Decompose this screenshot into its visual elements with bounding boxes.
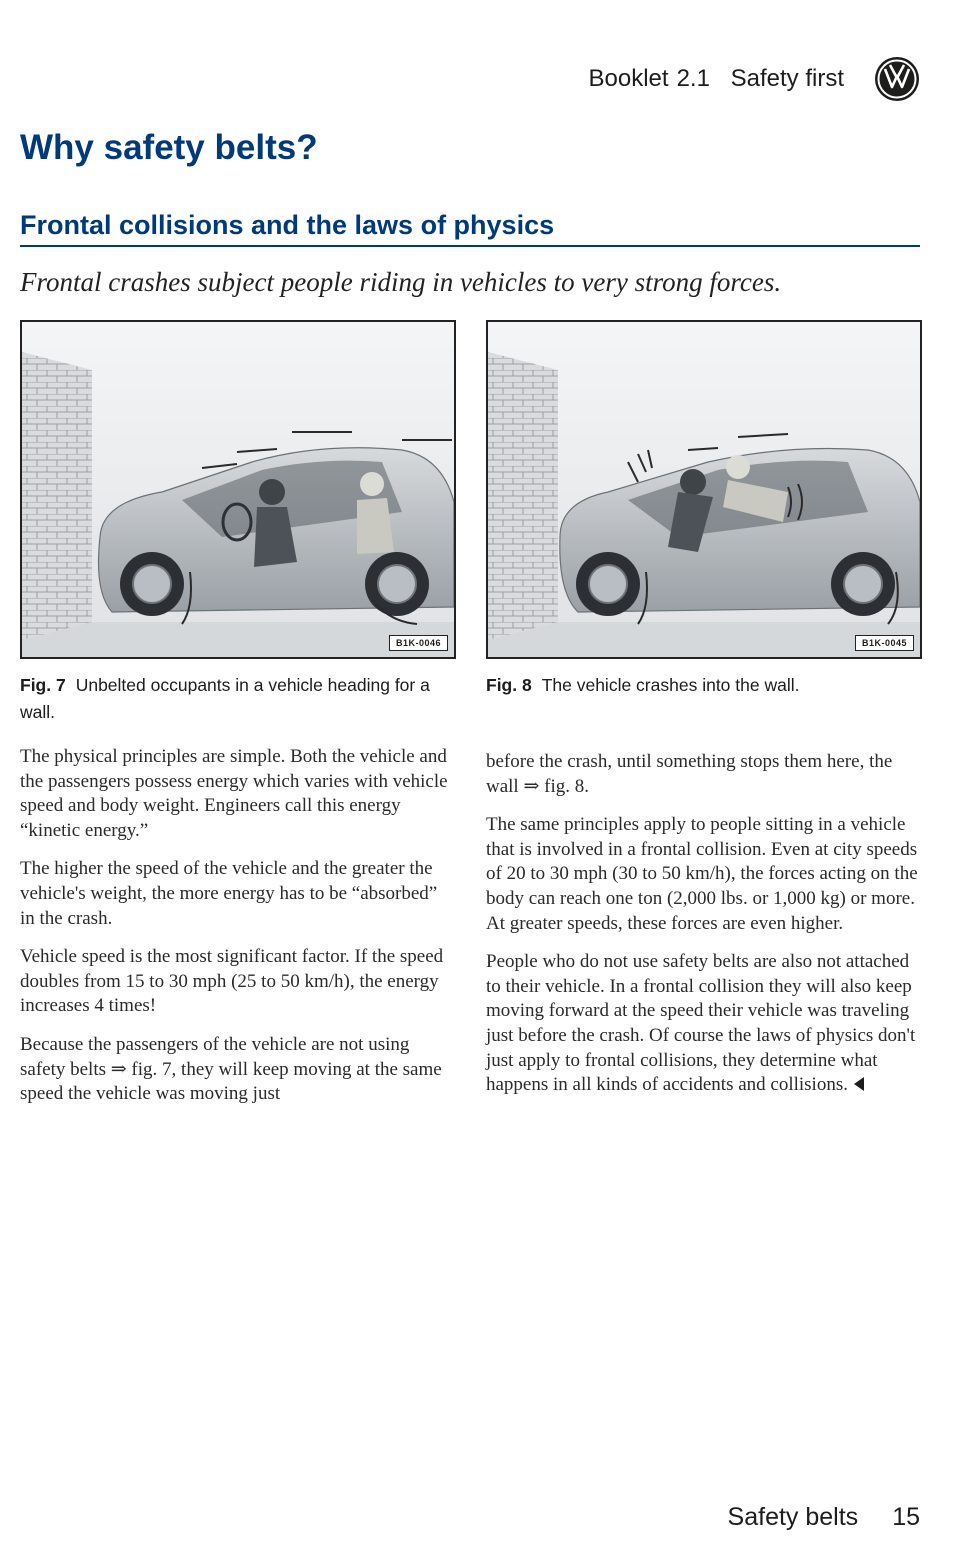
paragraph [486, 950, 918, 1098]
paragraph-text: Because the passengers of the vehicle are not using safety belts [20, 1033, 410, 1080]
figure-8-reference-link[interactable]: ⇒ fig. 8 [523, 775, 585, 797]
body-column-right [486, 750, 918, 1112]
booklet-label [589, 65, 852, 93]
paragraph-text: before the crash, until something stops them here, the wall [486, 751, 893, 797]
figure-7-illustration [22, 322, 454, 657]
paragraph-text: . [584, 775, 589, 797]
figure-code: B1K-0045 [855, 635, 914, 651]
figure-8-caption [486, 672, 918, 699]
caption-text: The vehicle crashes into the wall. [541, 675, 800, 695]
page-number: 15 [892, 1503, 920, 1531]
brick-wall [22, 352, 92, 640]
vw-logo-icon [874, 56, 920, 102]
paragraph [20, 1033, 452, 1107]
paragraph: The same principles apply to people sitting in a vehicle that is involved in a frontal collision. Even at city speeds of 20 to 30 mph (30 to 50 km/h), the forces acting on the body can reach one ton (2,000 lbs. or 1,000 kg) or more. At greater speeds, these forces are even higher. [486, 814, 918, 934]
body-column-left [20, 745, 452, 1121]
figure-label: Fig. 7 [20, 675, 66, 695]
booklet-word: Booklet [588, 65, 669, 92]
paragraph: Vehicle speed is the most significant factor. If the speed doubles from 15 to 30 mph (25 to 50 km/h), the energy increases 4 times! [20, 946, 444, 1017]
footer-section: Safety belts [727, 1503, 859, 1531]
figure-label: Fig. 8 [486, 675, 532, 695]
figure-8-image [486, 320, 922, 659]
lead-text: Frontal crashes subject people riding in vehicles to very strong forces. [20, 267, 782, 297]
booklet-number: 2.1 [676, 65, 710, 92]
section-subtitle: Frontal collisions and the laws of physics [20, 210, 555, 240]
page-title: Why safety belts? [20, 128, 318, 167]
figure-code: B1K-0046 [389, 635, 448, 651]
figure-7-image [20, 320, 456, 659]
end-of-section-icon [854, 1077, 864, 1091]
paragraph: The physical principles are simple. Both the vehicle and the passengers possess energy which varies with vehicle speed and body weight. Engineers call this energy “kinetic energy.” [20, 746, 448, 841]
figure-7-caption [20, 672, 452, 726]
paragraph: The higher the speed of the vehicle and the greater the vehicle's weight, the more energy has to be “absorbed” in the crash. [20, 858, 438, 929]
subtitle-rule [20, 245, 920, 247]
caption-text: Unbelted occupants in a vehicle heading for a wall. [20, 675, 430, 722]
page-header [589, 56, 920, 102]
figure-7-reference-link[interactable]: ⇒ fig. 7 [110, 1058, 172, 1080]
paragraph-text: , they will keep moving at the same speed the vehicle was moving just [20, 1058, 442, 1105]
page-footer [728, 1503, 920, 1532]
paragraph [486, 750, 918, 799]
brick-wall [488, 352, 558, 640]
figure-8-illustration [488, 322, 920, 657]
booklet-section: Safety first [730, 65, 844, 92]
paragraph-text: People who do not use safety belts are also not attached to their vehicle. In a frontal collision they will also keep moving forward at the speed their vehicle was traveling just before the crash. Of course the laws of physics don't just apply to frontal collisions, they determine what happens in all kinds of accidents and collisions. [486, 951, 916, 1096]
